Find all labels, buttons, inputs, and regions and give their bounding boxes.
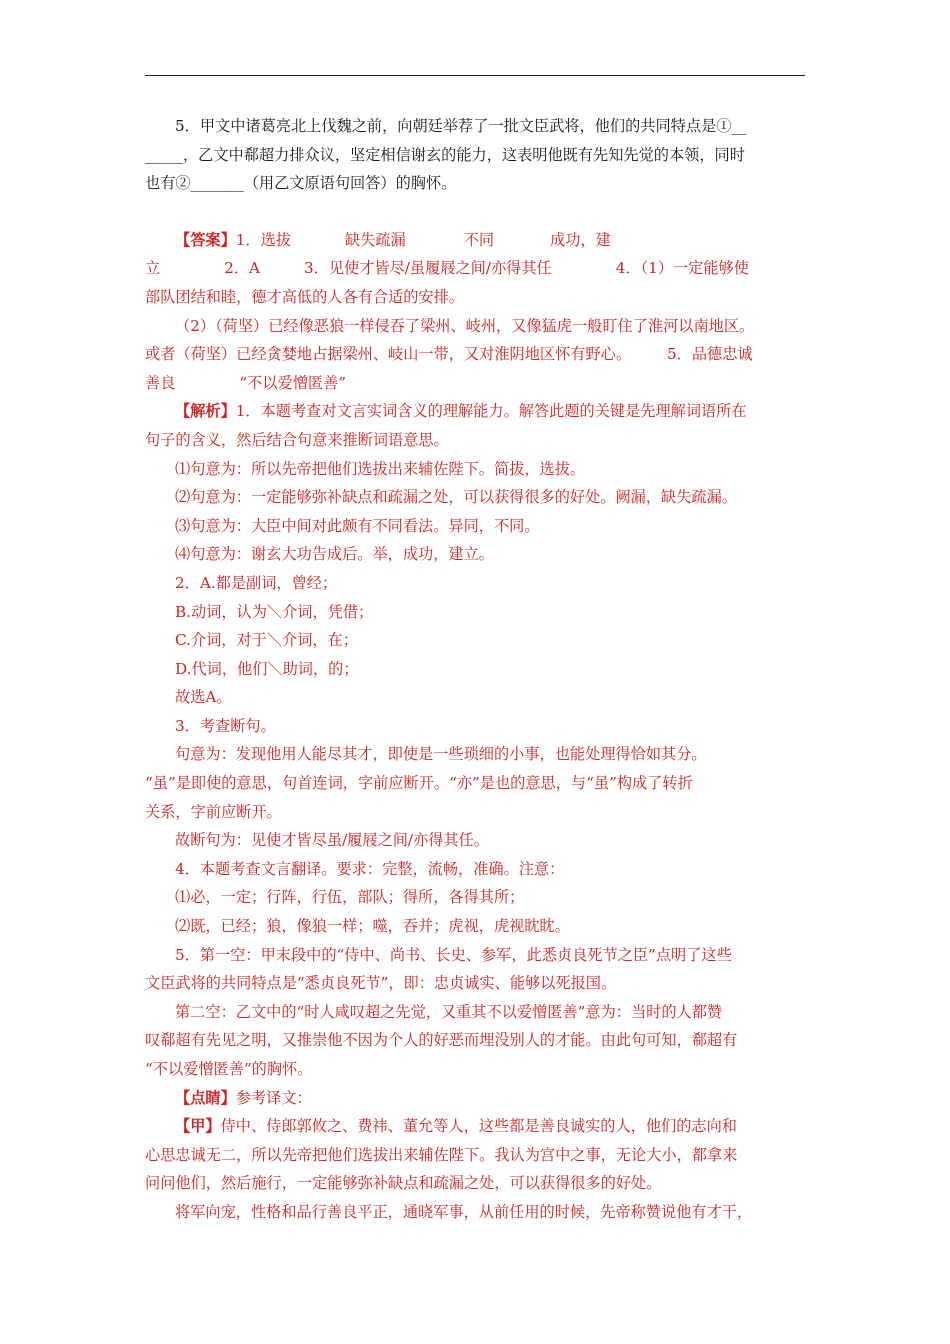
analysis-line: B.动词，认为＼介词，凭借； bbox=[175, 602, 374, 621]
jia-tag: 【甲】 bbox=[175, 1117, 221, 1136]
analysis-line: D.代词，他们＼助词，的； bbox=[175, 659, 359, 678]
answer-item: 善良 bbox=[145, 373, 176, 392]
answer-item: 不同 bbox=[463, 230, 495, 249]
question-5-line-1: 5．甲文中诸葛亮北上伐魏之前，向朝廷举荐了一批文臣武将，他们的共同特点是①__ bbox=[175, 117, 747, 135]
answer-item: 或者（荷坚）已经贪婪地占据梁州、岐山一带，又对淮阴地区怀有野心。 bbox=[145, 345, 631, 364]
answer-item: 立 bbox=[145, 259, 161, 278]
tips-text: 参考译文： bbox=[235, 1088, 312, 1107]
analysis-line: 句意为：发现他用人能尽其才，即使是一些琐细的小事，也能处理得恰如其分。 bbox=[175, 745, 707, 764]
analysis-line: 文臣武将的共同特点是“悉贞良死节”，即：忠贞诚实、能够以死报国。 bbox=[145, 974, 617, 993]
answer-item: 成功，建 bbox=[550, 230, 611, 249]
analysis-line: 5．第一空：甲末段中的“侍中、尚书、长史、参军，此悉贞良死节之臣”点明了这些 bbox=[175, 945, 732, 964]
answer-tag: 【答案】 bbox=[175, 230, 236, 249]
tips-line bbox=[145, 1084, 810, 1113]
analysis-line: 关系，字前应断开。 bbox=[145, 802, 282, 821]
translation-line: 心思忠诚无二，所以先帝把他们选拔出来辅佐陛下。我认为宫中之事，无论大小，都拿来 bbox=[145, 1145, 738, 1164]
analysis-line-1 bbox=[145, 397, 810, 426]
answer-item: 1．选拔 bbox=[235, 230, 291, 249]
analysis-line: 3．考查断句。 bbox=[175, 716, 276, 735]
translation-jia-line-1 bbox=[145, 1112, 810, 1141]
analysis-line: 第二空：乙文中的“时人咸叹超之先觉，又重其不以爱憎匿善”意为：当时的人都赞 bbox=[175, 1002, 723, 1021]
analysis-line: 故选A。 bbox=[175, 688, 232, 707]
answer-line-3: 部队团结和睦，德才高低的人各有合适的安排。 bbox=[145, 287, 464, 306]
answer-line-2 bbox=[145, 254, 810, 283]
answer-item: 缺失疏漏 bbox=[344, 230, 406, 249]
answer-line-1 bbox=[145, 226, 810, 255]
analysis-line: C.介词，对于＼介词，在； bbox=[175, 631, 358, 650]
analysis-line: ⑵句意为：一定能够弥补缺点和疏漏之处，可以获得很多的好处。阙漏，缺失疏漏。 bbox=[175, 488, 737, 507]
question-5-line-2: _____，乙文中郗超力排众议，坚定相信谢玄的能力，这表明他既有先知先觉的本领，同时 bbox=[145, 145, 745, 164]
answer-line-4: （2）（荷坚）已经像恶狼一样侵吞了梁州、岐州，又像猛虎一般盯住了淮河以南地区。 bbox=[175, 316, 755, 335]
analysis-line: “不以爱憎匿善”的胸怀。 bbox=[145, 1060, 313, 1078]
answer-line-6 bbox=[145, 369, 810, 398]
answer-line-5 bbox=[145, 340, 810, 369]
analysis-line: ⑴必，一定；行阵，行伍，部队；得所，各得其所； bbox=[175, 888, 525, 907]
analysis-line: 故断句为：见使才皆尽虽/履屐之间/亦得其任。 bbox=[175, 831, 489, 850]
analysis-line: 叹郗超有先见之明，又推崇他不因为个人的好恶而埋没别人的才能。由此句可知，郗超有 bbox=[145, 1031, 738, 1050]
tips-tag: 【点睛】 bbox=[175, 1088, 236, 1107]
translation-line: 问问他们，然后施行，一定能够弥补缺点和疏漏之处，可以获得很多的好处。 bbox=[145, 1174, 662, 1193]
answer-item: 5．品德忠诚 bbox=[667, 345, 753, 364]
analysis-line: 2．A.都是副词，曾经； bbox=[175, 573, 338, 592]
analysis-line: ⑶句意为：大臣中间对此颇有不同看法。异同，不同。 bbox=[175, 516, 540, 535]
answer-item: 4．（1）一定能够使 bbox=[615, 259, 749, 278]
analysis-line: ⑵既，已经；狼，像狼一样；噬，吞并；虎视，虎视眈眈。 bbox=[175, 917, 570, 936]
answer-item: 2．A bbox=[224, 259, 261, 278]
analysis-line: ⑷句意为：谢玄大功告成后。举，成功，建立。 bbox=[175, 545, 494, 564]
spacer bbox=[145, 198, 810, 226]
question-5-line-3: 也有②_______（用乙文原语句回答）的胸怀。 bbox=[145, 174, 457, 193]
translation-text: 侍中、侍郎郭攸之、费祎、董允等人，这些都是善良诚实的人，他们的志向和 bbox=[220, 1117, 737, 1136]
analysis-line: 4．本题考查文言翻译。要求：完整，流畅，准确。注意： bbox=[175, 859, 565, 878]
answer-item: 3．见使才皆尽/虽履屐之间/亦得其任 bbox=[304, 259, 552, 278]
analysis-tag: 【解析】 bbox=[175, 402, 236, 421]
analysis-line: 句子的含义，然后结合句意来推断词语意思。 bbox=[145, 430, 449, 449]
document-body bbox=[145, 112, 810, 1227]
header-rule bbox=[145, 75, 805, 76]
analysis-line: ⑴句意为：所以先帝把他们选拔出来辅佐陛下。简拔，选拔。 bbox=[175, 459, 586, 478]
answer-item: “不以爱憎匿善” bbox=[239, 373, 347, 392]
translation-line: 将军向宠，性格和品行善良平正，通晓军事，从前任用的时候，先帝称赞说他有才干， bbox=[175, 1202, 753, 1221]
analysis-line: “虽”是即使的意思，句首连词，字前应断开。“亦”是也的意思，与“虽”构成了转折 bbox=[145, 774, 693, 793]
analysis-text: 1．本题考查对文言实词含义的理解能力。解答此题的关键是先理解词语所在 bbox=[235, 402, 747, 421]
